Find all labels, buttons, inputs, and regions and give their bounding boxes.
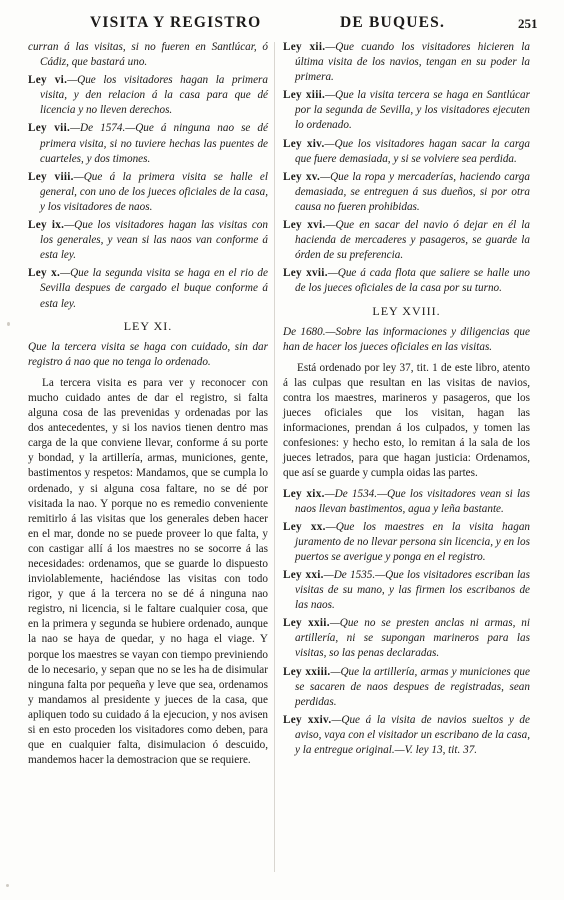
law-viii: [28, 170, 268, 215]
law-text: —Que á cada flota que saliere se halle uno de los jueces oficiales de la casa por su turno.: [295, 267, 530, 295]
law-xxiii: [283, 665, 530, 710]
running-header: [0, 6, 564, 36]
law-number: Ley xxiv.: [283, 713, 332, 726]
law-text: —De 1535.—Que los visitadores escriban las visitas de su mano, y las firmen los escribanos de las naos.: [295, 569, 530, 612]
law-text: —Que la ropa y mercaderías, haciendo carga demasiada, se entreguen á sus dueños, si por otra causa no fueren prohibidas.: [295, 170, 530, 213]
law-text: —Que cuando los visitadores hicieren la última visita de los navios, tengan en su poder la primera.: [295, 41, 530, 84]
law-xx: [283, 520, 530, 565]
law-text: —Que los maestres en la visita hagan juramento de no llevar persona sin licencia, y en los puertos se averigue y ponga en el registro.: [295, 520, 531, 563]
law-number: Ley vi.: [28, 74, 68, 87]
page-number: 251: [518, 16, 538, 31]
column-gutter: [274, 42, 275, 872]
law-vi: [28, 73, 268, 118]
law-xxii: [283, 616, 530, 661]
right-column: [283, 40, 530, 761]
section-heading-ley-xi: LEY XI.: [123, 318, 173, 333]
law-text: —Que la segunda visita se haga en el rio de Sevilla despues de cargado el buque conforme á esta ley.: [40, 267, 268, 310]
law-xv: [283, 170, 530, 215]
paper-blemish: [7, 322, 10, 326]
law-text: —Que los visitadores hagan sacar la carga que fuere demasiada, y si se volviere sea perdida.: [295, 137, 530, 165]
law-number: Ley xvii.: [283, 267, 328, 280]
law-number: Ley x.: [28, 267, 61, 280]
law-xix: [283, 487, 530, 517]
section-summary: De 1680.—Sobre las informaciones y diligencias que han de hacer los jueces oficiales en las visitas.: [283, 325, 530, 353]
law-text: —Que los visitadores hagan la primera visita, y den relacion á la casa para que dé licencia y no lleven derechos.: [40, 74, 269, 117]
law-number: Ley xxiii.: [283, 665, 331, 678]
law-number: Ley xiii.: [283, 89, 326, 102]
section-heading-ley-xviii: LEY XVIII.: [372, 303, 441, 318]
law-number: Ley ix.: [28, 219, 65, 232]
law-number: Ley vii.: [28, 122, 71, 135]
header-right-title: DE BUQUES.: [340, 14, 446, 31]
law-xiii: [283, 88, 530, 133]
law-vii: [28, 121, 268, 166]
law-text: —Que la visita tercera se haga en Santlúcar por la segunda de Sevilla, y los visitadores ejecuten lo ordenado.: [295, 89, 530, 132]
law-text: —Que no se presten anclas ni armas, ni artillería, ni se supongan marineros para las visitas, so las penas declaradas.: [295, 617, 530, 660]
law-text: —De 1534.—Que los visitadores vean si las naos llevan bastimentos, agua y leña bastante.: [295, 487, 531, 515]
law-text: —Que á la primera visita se halle el general, con uno de los jueces oficiales de la casa, y los visitadores de naos.: [40, 170, 268, 213]
paper-blemish: [6, 884, 9, 887]
law-number: Ley xxii.: [283, 617, 330, 630]
law-text: —Que en sacar del navio ó dejar en él la hacienda de mercaderes y pasageros, se guarde la órden de su preferencia.: [295, 219, 531, 262]
law-xii: [283, 40, 530, 85]
law-text: —Que los visitadores hagan las visitas con los generales, y vean si las naos van conforme á esta ley.: [40, 219, 268, 262]
section-body: Está ordenado por ley 37, tit. 1 de este libro, atento á las culpas que resultan en las visitas de navios, contra los maestres, marineros y pasageros, que los jueces oficiales que los visitan, hagan las informaciones, prendan á los culpados, y tomen las confesiones: y hecho esto, lo remitan á la sala de los jueces letrados, para que hagan justicia: Ordenamos, que así se guarde y cumpla oidas las partes.: [283, 361, 530, 480]
law-xvii: [283, 266, 530, 296]
section-body: La tercera visita es para ver y reconocer con mucho cuidado antes de dar el registro, si falta alguna cosa de las prevenidas y ordenadas por las dos antecedentes, y si los navios tienen dentro mas carga de la que conviene llevar, conforme á su porte y bondad, y la artillería, armas, municiones, gente, bastimentos y respetos: Mandamos, que se cumpla lo ordenado, y si alguna cosa faltare, no se dé por visitada la nao. Y porque no es remedio conveniente remitirlo á las visitas que los generales deben hacer en el mar, donde no se puede proveer lo que falta, y con castigar allí á los maestres no se socorre á las necesidades: ordenamos, que se guarde lo dispuesto inviolablemente, haciéndose las visitas con todo rigor, y que á la tercera no se dé á ninguna nao registro, ni licencia, si le faltare cualquier cosa, que en la primera y segunda se hubiere ordenado, aunque la nao se haya de quedar, y no haga el viage. Y porque los maestres se vayan con tiempo previniendo de lo necesario, y sepan que no se les ha de disimular ninguna falta por pequeña y leve que sea, ordenamos y mandamos al presidente y jueces de la casa, que apliquen todo su cuidado á la ejecucion, y nos avisen si en esto proceden los visitadores como deben, para que en cualquier falta, disimulacion ó descuido, mandemos hacer la demostracion que se requiere.: [28, 376, 268, 767]
law-xvi: [283, 218, 530, 263]
law-x: [28, 266, 268, 311]
law-text: —De 1574.—Que á ninguna nao se dé primera visita, si no tuviere hechas las puentes de cuarteles, y dos timones.: [40, 122, 268, 165]
law-number: Ley xvi.: [283, 219, 326, 232]
header-left-title: VISITA Y REGISTRO: [90, 14, 262, 31]
law-number: Ley xxi.: [283, 569, 324, 581]
law-text: —Que la artillería, armas y municiones que se sacaren de naos despues de registradas, sean perdidas.: [295, 665, 530, 708]
law-xiv: [283, 137, 530, 167]
law-xxiv: [283, 713, 530, 758]
law-number: Ley xv.: [283, 170, 321, 183]
law-number: Ley xii.: [283, 41, 326, 53]
law-number: Ley xx.: [283, 520, 326, 533]
law-continuation: curran á las visitas, si no fueren en Santlúcar, ó Cádiz, que bastará uno.: [28, 41, 268, 69]
law-number: Ley xiv.: [283, 137, 325, 150]
law-xxi: [283, 568, 530, 613]
section-summary: Que la tercera visita se haga con cuidado, sin dar registro á nao que no tenga lo ordenado.: [28, 340, 268, 368]
law-text: —Que á la visita de navios sueltos y de aviso, vaya con el visitador un escribano de la casa, y la entregue original.—V. ley 13, tit. 37.: [295, 713, 530, 757]
left-column: [28, 40, 268, 768]
law-ix: [28, 218, 268, 263]
law-number: Ley xix.: [283, 487, 325, 500]
law-number: Ley viii.: [28, 170, 74, 183]
